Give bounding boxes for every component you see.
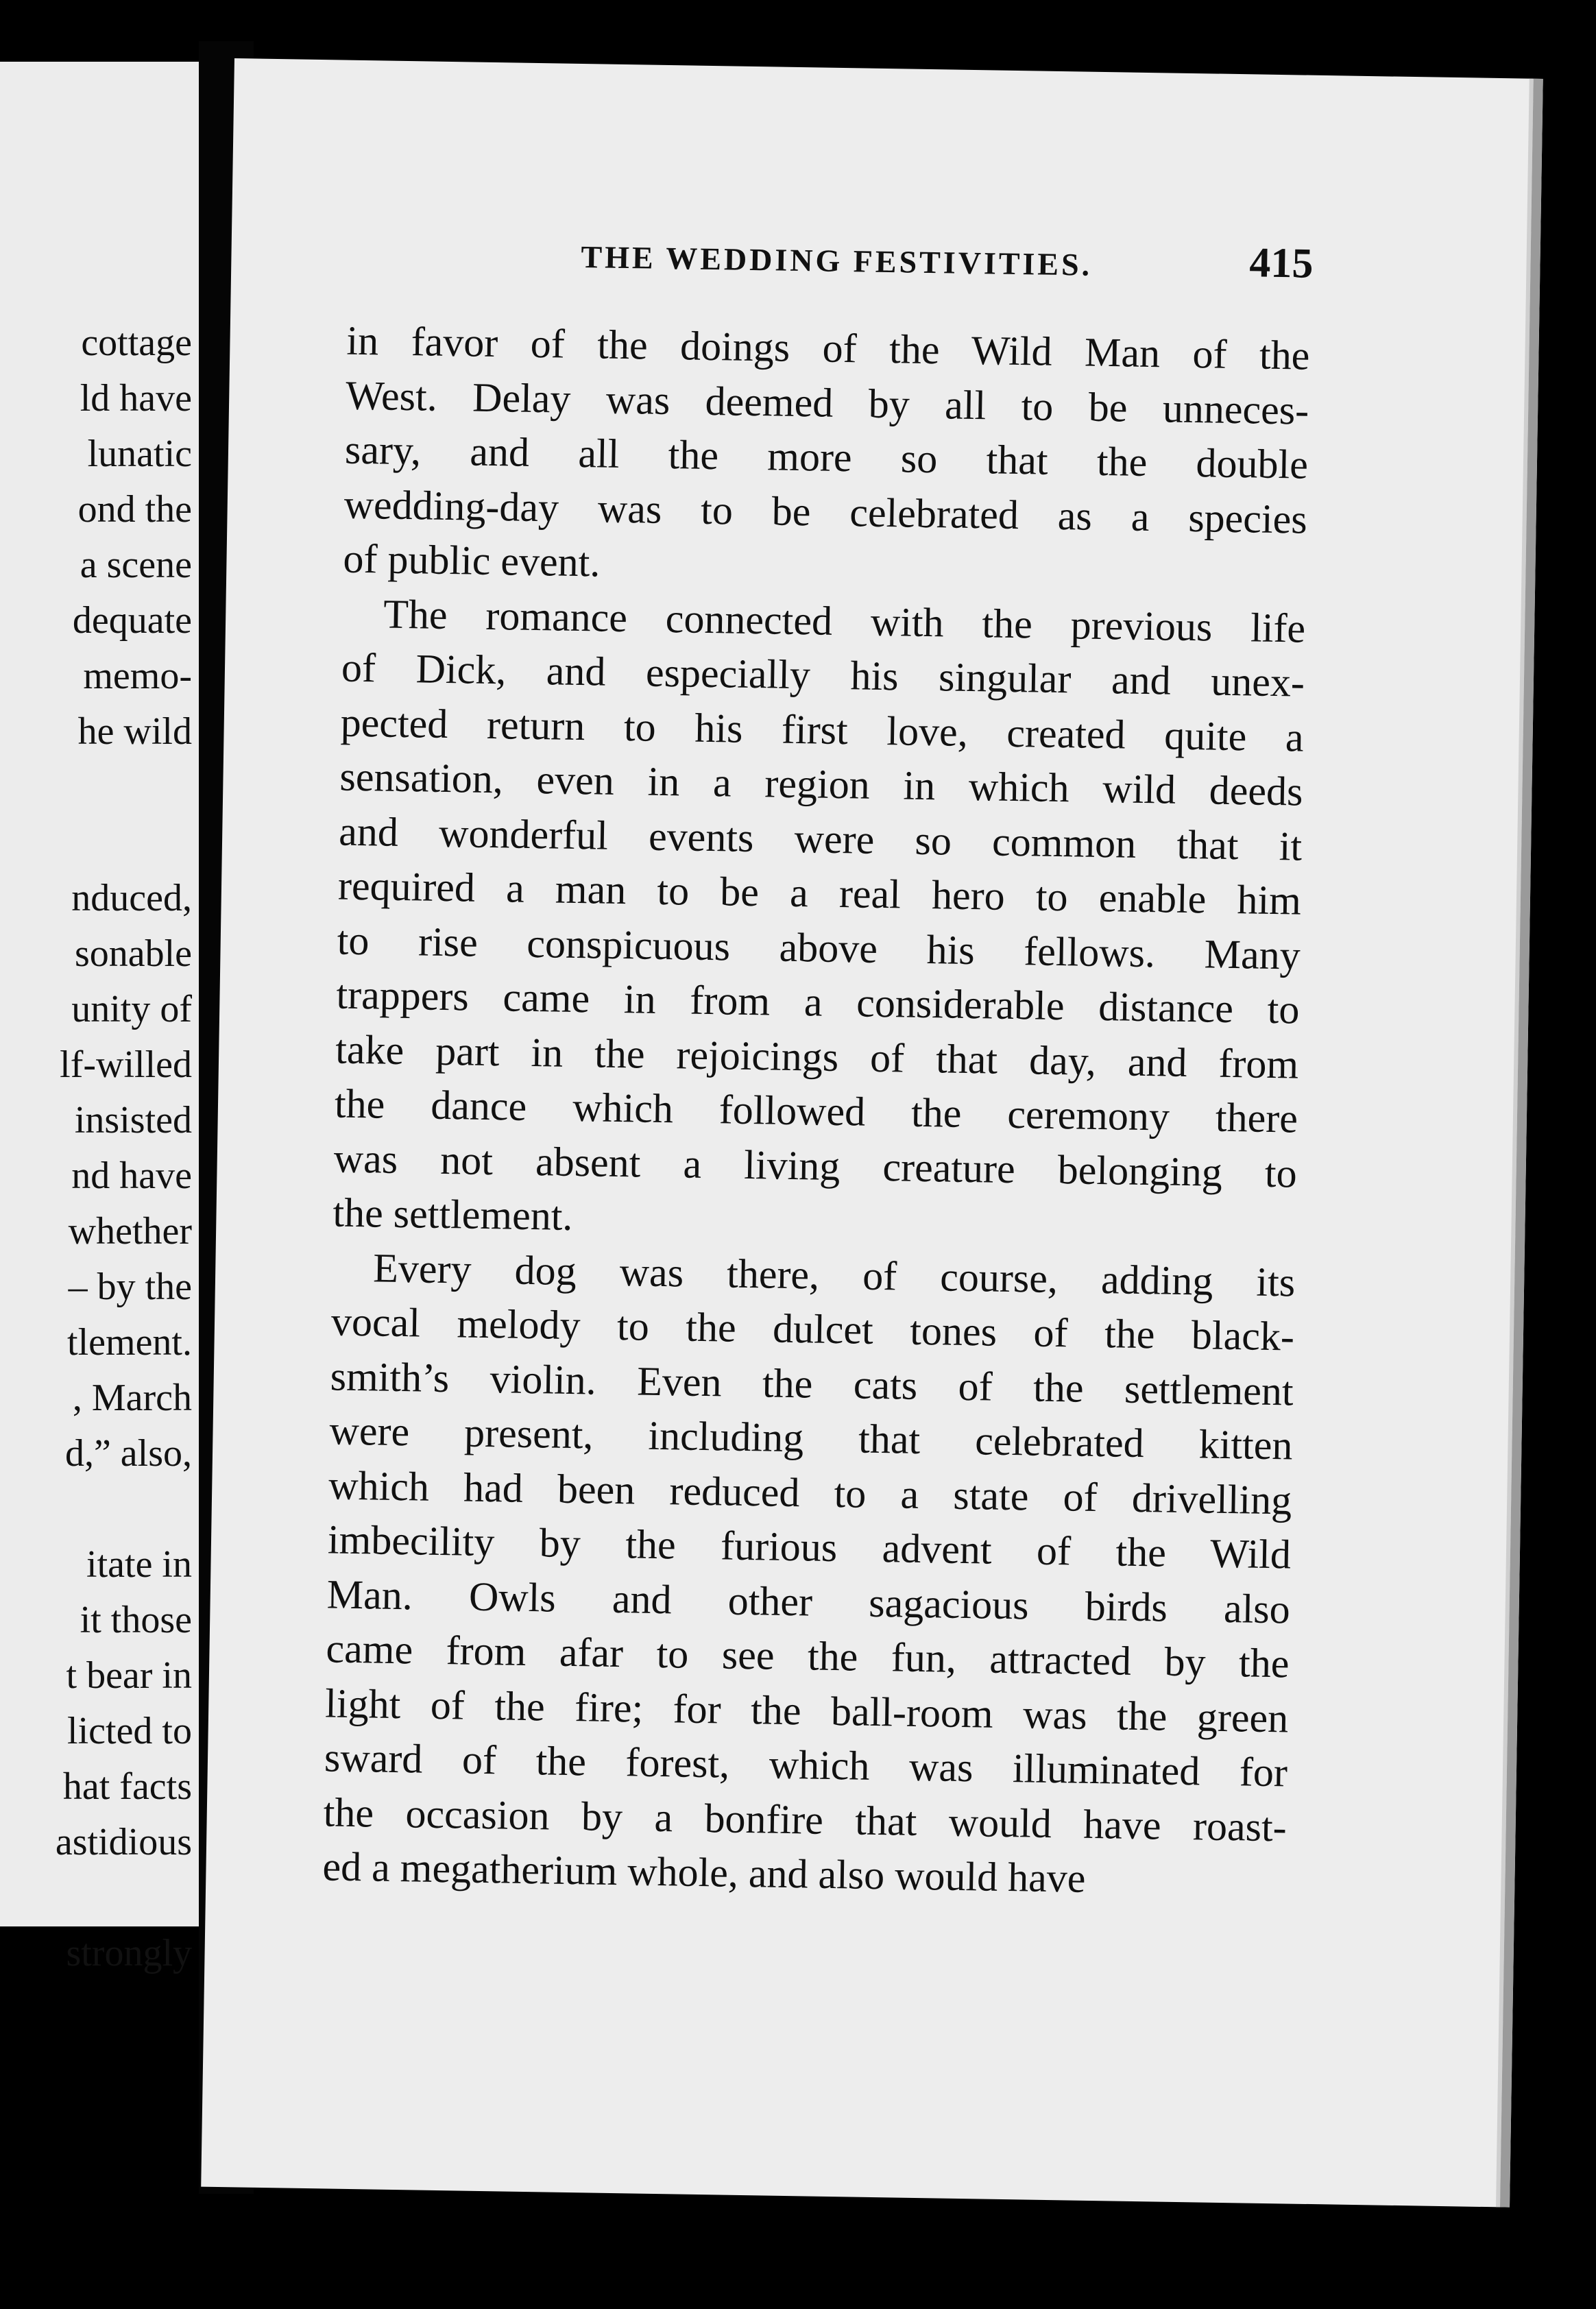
text-line: ed a megatherium whole, and also would have: [322, 1843, 1086, 1901]
text-line: imbecility by the furious advent of the Wild: [327, 1516, 1292, 1577]
left-page-line: – by the: [68, 1266, 192, 1308]
left-page-line: insisted: [74, 1099, 192, 1141]
text-line: Man. Owls and other sagacious birds also: [326, 1571, 1291, 1632]
left-page-line: t bear in: [66, 1654, 192, 1697]
text-line: the settlement.: [332, 1189, 573, 1239]
text-line: to rise conspicuous above his fellows. Many: [337, 917, 1301, 978]
text-line: which had been reduced to a state of drivelling: [328, 1462, 1292, 1523]
left-facing-page: [0, 62, 203, 1974]
text-line: was not absent a living creature belonging to: [333, 1135, 1298, 1196]
left-page-line: it those: [80, 1599, 192, 1641]
running-head: THE WEDDING FESTIVITIES.: [581, 239, 1093, 282]
text-line: required a man to be a real hero to enable him: [337, 862, 1302, 923]
left-page-line: d,” also,: [64, 1432, 192, 1475]
paragraph: [343, 314, 1310, 602]
left-page-line: nduced,: [71, 877, 192, 919]
text-line: were present, including that celebrated kitten: [329, 1407, 1293, 1468]
left-page-line: strongly: [66, 1932, 192, 1974]
text-line: and wonderful events were so common that it: [338, 808, 1303, 869]
left-page-line: astidious: [55, 1821, 192, 1863]
text-line: sensation, even in a region in which wild deeds: [339, 753, 1303, 814]
text-line: West. Delay was deemed by all to be unneces-: [345, 372, 1309, 433]
text-line: smith’s violin. Even the cats of the settlement: [330, 1353, 1294, 1414]
left-page-line: nd have: [71, 1154, 192, 1197]
left-page-line: he wild: [77, 710, 192, 753]
left-page-text: [56, 315, 192, 1981]
left-page-line: [56, 815, 192, 871]
left-page-line: , March: [72, 1377, 192, 1419]
left-page-line: [56, 760, 192, 815]
paragraph: [322, 1240, 1296, 1909]
body-text: [322, 314, 1310, 1909]
scan-border: [1548, 0, 1596, 2309]
text-line: vocal melody to the dulcet tones of the black-: [330, 1298, 1295, 1359]
left-page-line: tlement.: [67, 1321, 192, 1364]
text-line: light of the fire; for the ball-room was the green: [324, 1680, 1289, 1741]
left-page-line: unity of: [71, 988, 192, 1030]
text-line: sary, and all the more so that the double: [344, 426, 1309, 487]
left-page-line: itate in: [86, 1543, 192, 1586]
left-page-line: dequate: [72, 599, 192, 642]
left-page-line: lunatic: [87, 433, 192, 475]
text-line: sward of the forest, which was illuminated for: [324, 1734, 1288, 1796]
left-page-line: a scene: [80, 544, 192, 586]
text-line: wedding-day was to be celebrated as a species: [343, 481, 1308, 542]
text-line: The romance connected with the previous life: [383, 591, 1306, 651]
left-page-line: licted to: [67, 1710, 192, 1752]
left-page-line: ond the: [77, 488, 192, 531]
text-line: trappers came in from a considerable distance to: [336, 971, 1300, 1032]
paragraph: [332, 586, 1306, 1255]
left-page-line: sonable: [74, 932, 192, 975]
left-page-line: hat facts: [62, 1765, 192, 1808]
left-page-line: memo-: [83, 655, 192, 697]
left-page-line: cottage: [81, 322, 192, 364]
text-line: Every dog was there, of course, adding its: [372, 1244, 1296, 1305]
text-line: came from afar to see the fun, attracted by the: [326, 1625, 1290, 1687]
left-page-line: whether: [68, 1210, 192, 1253]
left-page-line: ld have: [80, 377, 192, 420]
text-line: of Dick, and especially his singular and unex-: [341, 644, 1305, 705]
left-page-line: [56, 1870, 192, 1926]
text-line: in favor of the doings of the Wild Man of the: [346, 317, 1310, 378]
text-line: pected return to his first love, created quite a: [340, 699, 1305, 760]
right-page: [201, 58, 1543, 2208]
page-number: 415: [1248, 239, 1314, 287]
left-page-line: [56, 1482, 192, 1537]
text-line: the occasion by a bonfire that would have roast-: [323, 1789, 1287, 1850]
left-page-line: lf-willed: [60, 1043, 192, 1086]
text-line: of public event.: [343, 535, 601, 585]
text-line: take part in the rejoicings of that day, and from: [335, 1026, 1299, 1087]
text-line: the dance which followed the ceremony there: [334, 1080, 1298, 1141]
